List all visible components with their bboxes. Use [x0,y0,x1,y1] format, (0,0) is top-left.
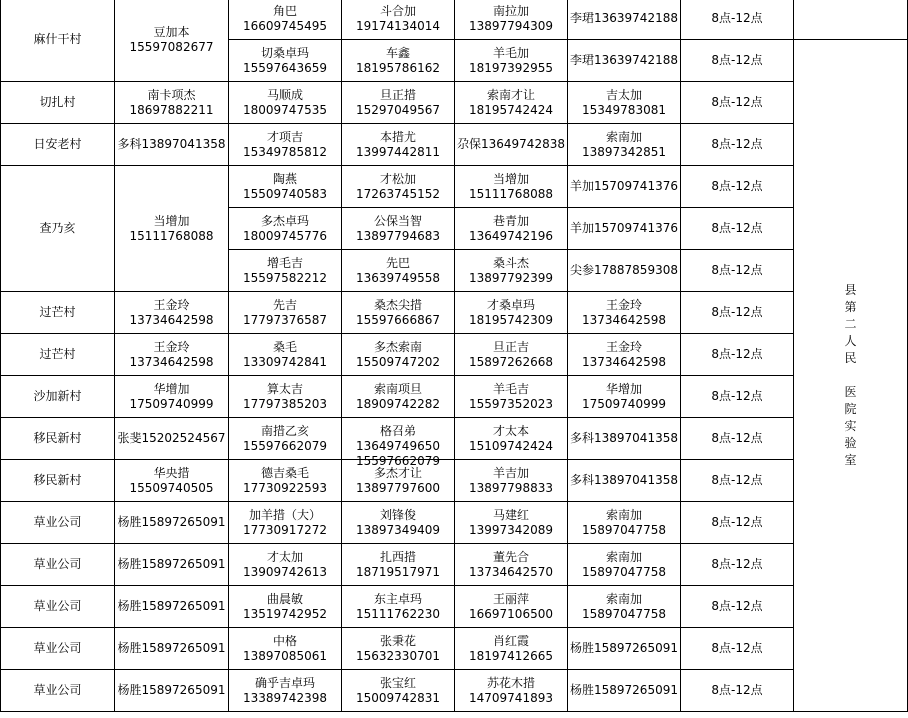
staff-cell-line: 张宝红 [379,675,416,690]
staff-cell [455,418,568,460]
village-cell: 切扎村 [1,82,115,124]
staff-cell-line: 巷青加 [492,213,529,228]
staff-cell-line: 才项吉 [266,129,303,144]
lead-contact-cell [115,460,229,502]
staff-cell-line: 15297049567 [356,102,440,117]
staff-cell-line: 18197392955 [469,60,553,75]
staff-cell-line: 15009742831 [356,690,440,705]
lead-contact-cell [115,418,229,460]
staff-cell-line: 13897085061 [243,648,327,663]
staff-cell-line: 确乎吉卓玛 [254,675,315,690]
staff-cell-line: 苏花木措 [486,675,535,690]
lead-contact-cell [115,166,229,292]
staff-cell-line: 曲晨敏 [266,591,303,606]
village-cell: 移民新村 [1,418,115,460]
staff-cell [455,334,568,376]
time-cell: 8点-12点 [681,166,794,208]
staff-cell-line: 18195786162 [356,60,440,75]
staff-cell-line: 车鑫 [385,45,410,60]
staff-cell-line: 肖红霞 [492,633,529,648]
supervisor-cell-line: 索南加 [605,591,642,606]
staff-cell-line: 17797376587 [243,312,327,327]
lead-contact-cell-line: 13734642598 [129,312,214,327]
table-row [1,334,908,376]
time-cell: 8点-12点 [681,544,794,586]
location-char: 验 [844,436,857,450]
staff-cell-line: 13897794683 [356,228,440,243]
staff-cell-line: 17797385203 [243,396,327,411]
lead-contact-cell [115,124,229,166]
village-cell: 移民新村 [1,460,115,502]
table-row [1,124,908,166]
supervisor-cell-line: 王金玲 [605,297,642,312]
staff-cell [342,544,455,586]
table-row [1,544,908,586]
staff-cell-line: 多杰才让 [373,465,422,480]
staff-cell [342,628,455,670]
staff-cell-line: 15509740583 [243,186,327,201]
staff-cell-line: 13519742952 [243,606,327,621]
staff-cell-line: 13897349409 [356,522,440,537]
staff-cell [455,586,568,628]
staff-cell [455,544,568,586]
lead-contact-cell-line: 杨胜15897265091 [117,683,226,697]
village-cell: 草业公司 [1,628,115,670]
staff-cell-line: 13897794309 [469,18,553,33]
staff-cell [342,670,455,712]
staff-cell-line: 15597582212 [243,270,327,285]
lead-contact-cell [115,334,229,376]
supervisor-cell [568,418,681,460]
location-char: 医 [844,385,857,399]
lead-contact-cell [115,586,229,628]
staff-cell-line: 格召弟 [379,423,416,438]
supervisor-cell-line: 15897047758 [582,606,666,621]
village-cell: 日安老村 [1,124,115,166]
lead-contact-cell [115,0,229,82]
staff-cell-line: 尕保13649742838 [457,137,565,151]
staff-cell-line: 才松加 [379,171,416,186]
staff-cell-line: 加羊措（大） [248,507,321,522]
location-cell [794,40,908,712]
staff-cell-line: 18719517971 [356,564,440,579]
time-cell: 8点-12点 [681,586,794,628]
staff-cell [455,166,568,208]
time-cell: 8点-12点 [681,292,794,334]
supervisor-cell-line: 羊加15709741376 [570,221,678,235]
staff-cell [455,40,568,82]
village-cell: 麻什干村 [1,0,115,82]
supervisor-cell-line: 多科13897041358 [570,431,678,445]
table-row [1,82,908,124]
time-cell: 8点-12点 [681,418,794,460]
staff-cell [229,586,342,628]
staff-cell-line: 才太加 [266,549,303,564]
staff-cell-line: 13897798833 [469,480,553,495]
lead-contact-cell-line: 王金玲 [153,297,190,312]
lead-contact-cell-line: 南卡项杰 [147,87,196,102]
supervisor-cell-line: 杨胜15897265091 [570,683,678,697]
staff-cell-line: 13389742398 [243,690,327,705]
staff-cell-line: 当增加 [492,171,529,186]
staff-cell [455,376,568,418]
supervisor-cell-line: 李珺13639742188 [570,11,678,25]
supervisor-cell [568,250,681,292]
staff-cell-line: 桑斗杰 [492,255,529,270]
staff-cell-line: 15111762230 [356,606,440,621]
lead-contact-cell-line: 17509740999 [129,396,214,411]
staff-cell [229,292,342,334]
lead-contact-cell-line: 华增加 [153,381,190,396]
staff-cell-line: 15597643659 [243,60,327,75]
staff-cell-line: 15111768088 [469,186,553,201]
staff-cell-line: 18009745776 [243,228,327,243]
lead-contact-cell-line: 王金玲 [153,339,190,354]
staff-cell-line: 董先合 [492,549,529,564]
lead-contact-cell [115,376,229,418]
staff-cell-line: 15632330701 [356,648,440,663]
staff-cell [342,124,455,166]
time-cell: 8点-12点 [681,0,794,40]
supervisor-cell [568,460,681,502]
lead-contact-cell-line: 杨胜15897265091 [117,599,226,613]
supervisor-cell-line: 17509740999 [582,396,666,411]
staff-cell [229,208,342,250]
staff-cell [229,628,342,670]
supervisor-cell-line: 羊加15709741376 [570,179,678,193]
village-cell: 草业公司 [1,670,115,712]
lead-contact-cell-line: 杨胜15897265091 [117,641,226,655]
table-row [1,376,908,418]
supervisor-cell [568,670,681,712]
supervisor-cell [568,40,681,82]
staff-cell-line: 15109742424 [469,438,553,453]
staff-cell-line: 马顺成 [266,87,303,102]
staff-cell-line: 13734642570 [469,564,553,579]
lead-contact-cell-line: 华央措 [153,465,190,480]
time-cell: 8点-12点 [681,334,794,376]
staff-cell-line: 羊吉加 [492,465,529,480]
staff-cell-line: 南拉加 [492,3,529,18]
staff-cell-line: 斗合加 [379,3,416,18]
staff-cell-line: 张秉花 [379,633,416,648]
staff-cell-line: 角巴 [272,3,297,18]
staff-cell [229,418,342,460]
village-cell: 草业公司 [1,586,115,628]
location-char: 人 [844,334,857,348]
staff-cell-line: 桑杰尖措 [373,297,422,312]
staff-cell-line: 扎西措 [379,549,416,564]
lead-contact-cell-line: 多科13897041358 [117,137,226,151]
table-row [1,166,908,208]
staff-cell [342,40,455,82]
staff-cell [455,0,568,40]
staff-cell-line: 公保当智 [373,213,422,228]
supervisor-cell-line: 15897047758 [582,564,666,579]
staff-cell-line: 16697106500 [469,606,553,621]
supervisor-cell [568,586,681,628]
staff-cell [229,502,342,544]
time-cell: 8点-12点 [681,628,794,670]
supervisor-cell-line: 13897342851 [582,144,666,159]
staff-cell-line: 增毛吉 [266,255,303,270]
staff-cell-line: 15349785812 [243,144,327,159]
lead-contact-cell-line: 张斐15202524567 [117,431,226,445]
time-cell: 8点-12点 [681,376,794,418]
staff-cell-line: 13649749650 [356,438,440,453]
lead-contact-cell-line: 杨胜15897265091 [117,515,226,529]
supervisor-cell [568,0,681,40]
table-row [1,502,908,544]
staff-cell-line: 18009747535 [243,102,327,117]
time-cell: 8点-12点 [681,250,794,292]
staff-cell-line: 南措乙亥 [260,423,309,438]
lead-contact-cell-line: 杨胜15897265091 [117,557,226,571]
staff-cell-line: 14709741893 [469,690,553,705]
lead-contact-cell-line: 15111768088 [129,228,214,243]
supervisor-cell [568,292,681,334]
staff-cell [455,250,568,292]
staff-cell [342,586,455,628]
staff-cell-line: 13997442811 [356,144,440,159]
staff-cell-line: 马建红 [492,507,529,522]
staff-cell-line: 多杰卓玛 [260,213,309,228]
staff-cell-line: 先吉 [272,297,297,312]
staff-cell [455,670,568,712]
supervisor-cell-line: 13734642598 [582,354,666,369]
lead-contact-cell-line: 当增加 [153,213,190,228]
staff-cell [229,0,342,40]
lead-contact-cell [115,82,229,124]
staff-cell-line: 15597662079 [243,438,327,453]
location-char: 县 [844,283,857,297]
supervisor-cell-line: 15897047758 [582,522,666,537]
supervisor-cell-line: 杨胜15897265091 [570,641,678,655]
lead-contact-cell-line: 13734642598 [129,354,214,369]
staff-cell-line: 13649742196 [469,228,553,243]
supervisor-cell [568,166,681,208]
supervisor-cell-line: 多科13897041358 [570,473,678,487]
staff-cell-line: 13909742613 [243,564,327,579]
staff-cell-line: 多杰索南 [373,339,422,354]
village-cell: 过芒村 [1,334,115,376]
lead-contact-cell [115,628,229,670]
table-row [1,292,908,334]
lead-contact-cell-line: 18697882211 [129,102,214,117]
staff-cell-line: 17730917272 [243,522,327,537]
staff-cell [229,544,342,586]
staff-cell-line: 本措尤 [379,129,416,144]
staff-cell-line: 算太吉 [266,381,303,396]
supervisor-cell [568,334,681,376]
staff-cell-line: 18195742309 [469,312,553,327]
staff-cell-line: 16609745495 [243,18,327,33]
staff-cell [342,292,455,334]
staff-cell [342,82,455,124]
staff-cell-line: 15897262668 [469,354,553,369]
table-row [1,418,908,460]
staff-cell-line: 13897792399 [469,270,553,285]
staff-cell-line: 18197412665 [469,648,553,663]
supervisor-cell [568,502,681,544]
supervisor-cell [568,124,681,166]
staff-cell [342,418,455,468]
staff-cell-line: 13997342089 [469,522,553,537]
staff-cell-line: 德吉桑毛 [260,465,309,480]
supervisor-cell [568,376,681,418]
staff-cell [455,82,568,124]
staff-cell-line: 先巴 [385,255,410,270]
supervisor-cell [568,208,681,250]
staff-cell-line: 中格 [272,633,297,648]
table-row [1,670,908,712]
time-cell: 8点-12点 [681,460,794,502]
lead-contact-cell [115,502,229,544]
staff-cell-line: 切桑卓玛 [260,45,309,60]
village-cell: 过芒村 [1,292,115,334]
supervisor-cell-line: 13734642598 [582,312,666,327]
staff-cell-line: 13639749558 [356,270,440,285]
location-char: 室 [844,453,857,467]
staff-cell [455,628,568,670]
staff-cell [342,502,455,544]
staff-cell-line: 13309742841 [243,354,327,369]
staff-cell-line: 18195742424 [469,102,553,117]
location-char: 第 [844,300,857,314]
village-cell: 查乃亥 [1,166,115,292]
time-cell: 8点-12点 [681,40,794,82]
staff-cell [455,124,568,166]
staff-cell-line: 才太本 [492,423,529,438]
supervisor-cell [568,544,681,586]
staff-cell-line: 15597662079 [356,453,440,468]
supervisor-cell [568,82,681,124]
table-row [1,586,908,628]
supervisor-cell [568,628,681,670]
staff-cell-line: 索南才让 [486,87,535,102]
location-char: 实 [844,419,857,433]
staff-cell [455,292,568,334]
time-cell: 8点-12点 [681,208,794,250]
staff-cell [342,250,455,292]
staff-cell-line: 陶燕 [272,171,297,186]
time-cell: 8点-12点 [681,124,794,166]
staff-cell [455,502,568,544]
staff-cell [229,376,342,418]
staff-cell-line: 15509747202 [356,354,440,369]
village-cell: 沙加新村 [1,376,115,418]
table-row [1,628,908,670]
supervisor-cell-line: 15349783081 [582,102,666,117]
staff-cell-line: 刘锋俊 [379,507,416,522]
staff-cell-line: 旦正吉 [492,339,529,354]
lead-contact-cell-line: 豆加本 [153,24,190,39]
supervisor-cell-line: 索南加 [605,129,642,144]
time-cell: 8点-12点 [681,82,794,124]
staff-cell [229,40,342,82]
staff-cell [342,376,455,418]
supervisor-cell-line: 李珺13639742188 [570,53,678,67]
staff-cell-line: 15597352023 [469,396,553,411]
staff-cell-line: 桑毛 [272,339,297,354]
staff-cell-line: 15597666867 [356,312,440,327]
staff-cell-line: 13897797600 [356,480,440,495]
staff-cell [229,166,342,208]
staff-cell-line: 王丽萍 [492,591,529,606]
table-row [1,0,908,40]
lead-contact-cell [115,292,229,334]
staff-cell [229,460,342,502]
lead-contact-cell-line: 15597082677 [129,39,214,54]
location-char: 院 [844,402,857,416]
time-cell: 8点-12点 [681,502,794,544]
table-row [1,460,908,502]
supervisor-cell-line: 王金玲 [605,339,642,354]
staff-cell [342,0,455,40]
staff-cell [342,166,455,208]
staff-cell-line: 17263745152 [356,186,440,201]
supervisor-cell-line: 索南加 [605,549,642,564]
location-cell-top [794,0,908,40]
staff-cell [342,334,455,376]
staff-cell [455,208,568,250]
staff-cell-line: 旦正措 [379,87,416,102]
village-cell: 草业公司 [1,544,115,586]
staff-cell-line: 索南项旦 [373,381,422,396]
supervisor-cell-line: 吉太加 [605,87,642,102]
lead-contact-cell [115,670,229,712]
location-char: 民 [844,351,857,365]
staff-cell-line: 17730922593 [243,480,327,495]
supervisor-cell-line: 华增加 [605,381,642,396]
supervisor-cell-line: 索南加 [605,507,642,522]
staff-cell-line: 才桑卓玛 [486,297,535,312]
lead-contact-cell-line: 15509740505 [129,480,214,495]
staff-cell-line: 18909742282 [356,396,440,411]
staff-cell-line: 羊毛加 [492,45,529,60]
time-cell: 8点-12点 [681,670,794,712]
staff-cell [229,334,342,376]
supervisor-cell-line: 尖参17887859308 [570,263,678,277]
staff-cell-line: 羊毛吉 [492,381,529,396]
village-cell: 草业公司 [1,502,115,544]
location-char: 二 [844,317,857,331]
staff-cell [229,124,342,166]
staff-cell-line: 19174134014 [356,18,440,33]
staff-cell-line: 东主卓玛 [373,591,422,606]
staff-cell [342,208,455,250]
staff-cell [229,670,342,712]
staff-cell [229,82,342,124]
staff-cell [229,250,342,292]
lead-contact-cell [115,544,229,586]
staff-cell [455,460,568,502]
